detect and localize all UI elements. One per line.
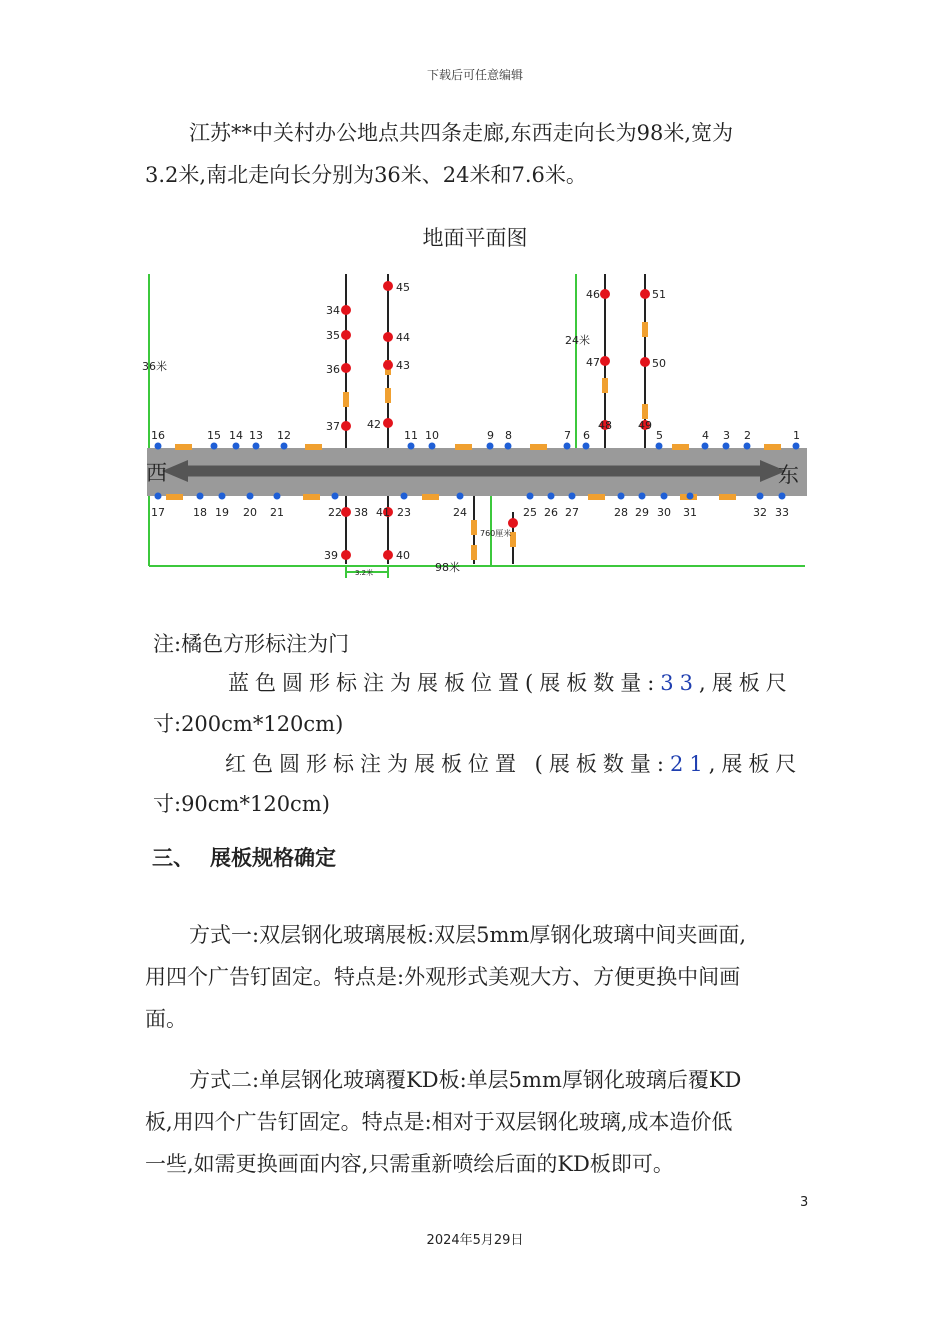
door-marker — [672, 444, 689, 450]
board-number-label: 28 — [614, 506, 628, 519]
door-marker — [385, 388, 391, 403]
board-number-label: 49 — [638, 419, 652, 432]
red-board-47 — [600, 356, 610, 366]
board-number-label: 15 — [207, 429, 221, 442]
red-board-46 — [600, 289, 610, 299]
blue-board-28 — [618, 493, 625, 500]
note-blue — [228, 667, 793, 697]
red-board-43 — [383, 360, 393, 370]
door-marker — [422, 494, 439, 500]
door-marker — [305, 444, 322, 450]
blue-board-10 — [429, 443, 436, 450]
board-number-label: 43 — [396, 359, 410, 372]
door-marker — [530, 444, 547, 450]
figure-title: 地面平面图 — [422, 226, 528, 250]
blue-board-29 — [639, 493, 646, 500]
west-label: 西 — [146, 461, 167, 485]
method-1-line-2: 用四个广告钉固定。特点是:外观形式美观大方、方便更换中间画 — [145, 965, 741, 989]
blue-board-32 — [757, 493, 764, 500]
board-number-label: 7 — [564, 429, 571, 442]
board-number-label: 25 — [523, 506, 537, 519]
method-2-line-1: 方式二:单层钢化玻璃覆KD板:单层5mm厚钢化玻璃后覆KD — [189, 1068, 742, 1092]
blue-board-18 — [197, 493, 204, 500]
blue-board-17 — [155, 493, 162, 500]
door-marker — [166, 494, 183, 500]
note-red-text-2: ,展板尺 — [708, 752, 803, 776]
blue-board-20 — [247, 493, 254, 500]
board-number-label: 22 — [328, 506, 342, 519]
board-number-label: 33 — [775, 506, 789, 519]
board-number-label: 24 — [453, 506, 467, 519]
blue-board-30 — [661, 493, 668, 500]
board-number-label: 35 — [326, 329, 340, 342]
door-marker — [764, 444, 781, 450]
board-number-label: 1 — [793, 429, 800, 442]
red-board-45 — [383, 281, 393, 291]
board-number-label: 29 — [635, 506, 649, 519]
board-number-label: 20 — [243, 506, 257, 519]
board-number-label: 38 — [354, 506, 368, 519]
board-number-label: 12 — [277, 429, 291, 442]
blue-board-11 — [408, 443, 415, 450]
note-blue-text-2: ,展板尺 — [699, 671, 793, 695]
floor-plan — [140, 268, 815, 580]
intro-paragraph — [145, 112, 825, 196]
door-marker — [602, 378, 608, 393]
red-board-40 — [383, 550, 393, 560]
method-2-line-3: 一些,如需更换画面内容,只需重新喷绘后面的KD板即可。 — [145, 1152, 674, 1176]
board-number-label: 30 — [657, 506, 671, 519]
blue-board-6 — [583, 443, 590, 450]
section-heading — [152, 842, 336, 872]
blue-board-1 — [793, 443, 800, 450]
board-number-label: 46 — [586, 288, 600, 301]
board-number-label: 4 — [702, 429, 709, 442]
method-1-line-3: 面。 — [145, 1007, 187, 1031]
red-board-35 — [341, 330, 351, 340]
blue-board-5 — [656, 443, 663, 450]
red-board-37 — [341, 421, 351, 431]
method-1-paragraph — [145, 914, 825, 1040]
board-labels — [151, 281, 800, 562]
method-2-paragraph — [145, 1059, 825, 1185]
board-number-label: 31 — [683, 506, 697, 519]
board-number-label: 9 — [487, 429, 494, 442]
board-number-label: 3 — [723, 429, 730, 442]
note-blue-text: 蓝色圆形标注为展板位置(展板数量: — [228, 671, 661, 695]
board-number-label: 27 — [565, 506, 579, 519]
blue-board-12 — [281, 443, 288, 450]
blue-board-31 — [687, 493, 694, 500]
red-board-39 — [341, 550, 351, 560]
board-number-label: 37 — [326, 420, 340, 433]
board-number-label: 6 — [583, 429, 590, 442]
section-title: 展板规格确定 — [210, 846, 336, 870]
blue-board-14 — [233, 443, 240, 450]
blue-board-22 — [332, 493, 339, 500]
red-board-50 — [640, 357, 650, 367]
blue-board-2 — [744, 443, 751, 450]
intro-line-2: 3.2米,南北走向长分别为36米、24米和7.6米。 — [145, 163, 587, 187]
board-number-label: 13 — [249, 429, 263, 442]
red-board-42 — [383, 418, 393, 428]
page-footer-date: 2024年5月29日 — [426, 1233, 524, 1248]
blue-board-23 — [401, 493, 408, 500]
door-marker — [303, 494, 320, 500]
board-number-label: 44 — [396, 331, 410, 344]
blue-board-16 — [155, 443, 162, 450]
blue-board-24 — [457, 493, 464, 500]
door-marker — [642, 404, 648, 419]
red-board-34 — [341, 305, 351, 315]
red-board-36 — [341, 363, 351, 373]
section-number: 三、 — [152, 846, 194, 870]
board-number-label: 47 — [586, 356, 600, 369]
method-2-line-2: 板,用四个广告钉固定。特点是:相对于双层钢化玻璃,成本造价低 — [145, 1110, 733, 1134]
door-marker — [719, 494, 736, 500]
east-label: 东 — [778, 463, 799, 487]
board-number-label: 17 — [151, 506, 165, 519]
red-board-44 — [383, 332, 393, 342]
blue-board-9 — [487, 443, 494, 450]
note-blue-count: 33 — [660, 671, 700, 695]
board-number-label: 18 — [193, 506, 207, 519]
blue-board-25 — [527, 493, 534, 500]
red-board-51 — [640, 289, 650, 299]
door-marker — [343, 392, 349, 407]
intro-line-1: 江苏**中关村办公地点共四条走廊,东西走向长为98米,宽为 — [189, 121, 734, 145]
board-number-label: 10 — [425, 429, 439, 442]
board-number-label: 19 — [215, 506, 229, 519]
blue-board-33 — [779, 493, 786, 500]
blue-board-15 — [211, 443, 218, 450]
board-number-label: 48 — [598, 419, 612, 432]
dim-36m: 36米 — [142, 360, 167, 373]
method-1-line-1: 方式一:双层钢化玻璃展板:双层5mm厚钢化玻璃中间夹画面, — [189, 923, 747, 947]
board-number-label: 50 — [652, 357, 666, 370]
board-number-label: 2 — [744, 429, 751, 442]
board-number-label: 39 — [324, 549, 338, 562]
board-number-label: 21 — [270, 506, 284, 519]
blue-board-7 — [564, 443, 571, 450]
blue-board-27 — [569, 493, 576, 500]
board-number-label: 40 — [396, 549, 410, 562]
blue-board-3 — [723, 443, 730, 450]
board-number-label: 51 — [652, 288, 666, 301]
board-number-label: 16 — [151, 429, 165, 442]
board-number-label: 14 — [229, 429, 243, 442]
board-number-label: 45 — [396, 281, 410, 294]
note-blue-size: 寸:200cm*120cm) — [153, 712, 344, 736]
dim-3-2m: 3.2米 — [355, 569, 374, 577]
door-marker — [642, 322, 648, 337]
board-number-label: 34 — [326, 304, 340, 317]
page-header: 下载后可任意编辑 — [426, 68, 523, 82]
board-number-label: 41 — [376, 506, 390, 519]
page-number: 3 — [800, 1195, 809, 1210]
board-number-label: 5 — [656, 429, 663, 442]
door-marker — [588, 494, 605, 500]
board-number-label: 36 — [326, 363, 340, 376]
board-number-label: 23 — [397, 506, 411, 519]
board-number-label: 32 — [753, 506, 767, 519]
note-red-count: 21 — [669, 752, 709, 776]
blue-board-13 — [253, 443, 260, 450]
board-number-label: 11 — [404, 429, 418, 442]
note-door: 注:橘色方形标注为门 — [153, 632, 350, 656]
blue-board-8 — [505, 443, 512, 450]
dim-24m: 24米 — [565, 334, 590, 347]
board-number-label: 8 — [505, 429, 512, 442]
door-marker — [471, 545, 477, 560]
board-number-label: 42 — [367, 418, 381, 431]
door-marker — [175, 444, 192, 450]
red-board — [508, 518, 518, 528]
door-marker — [455, 444, 472, 450]
blue-board-26 — [548, 493, 555, 500]
note-red-size: 寸:90cm*120cm) — [153, 792, 330, 816]
blue-board-19 — [219, 493, 226, 500]
board-number-label: 26 — [544, 506, 558, 519]
dim-98m: 98米 — [435, 561, 460, 574]
note-red — [225, 748, 802, 778]
door-marker — [471, 520, 477, 535]
blue-board-4 — [702, 443, 709, 450]
note-red-text: 红色圆形标注为展板位置 (展板数量: — [225, 752, 670, 776]
red-board-38 — [341, 507, 351, 517]
dim-760cm: 760厘米 — [480, 529, 512, 538]
blue-board-21 — [274, 493, 281, 500]
